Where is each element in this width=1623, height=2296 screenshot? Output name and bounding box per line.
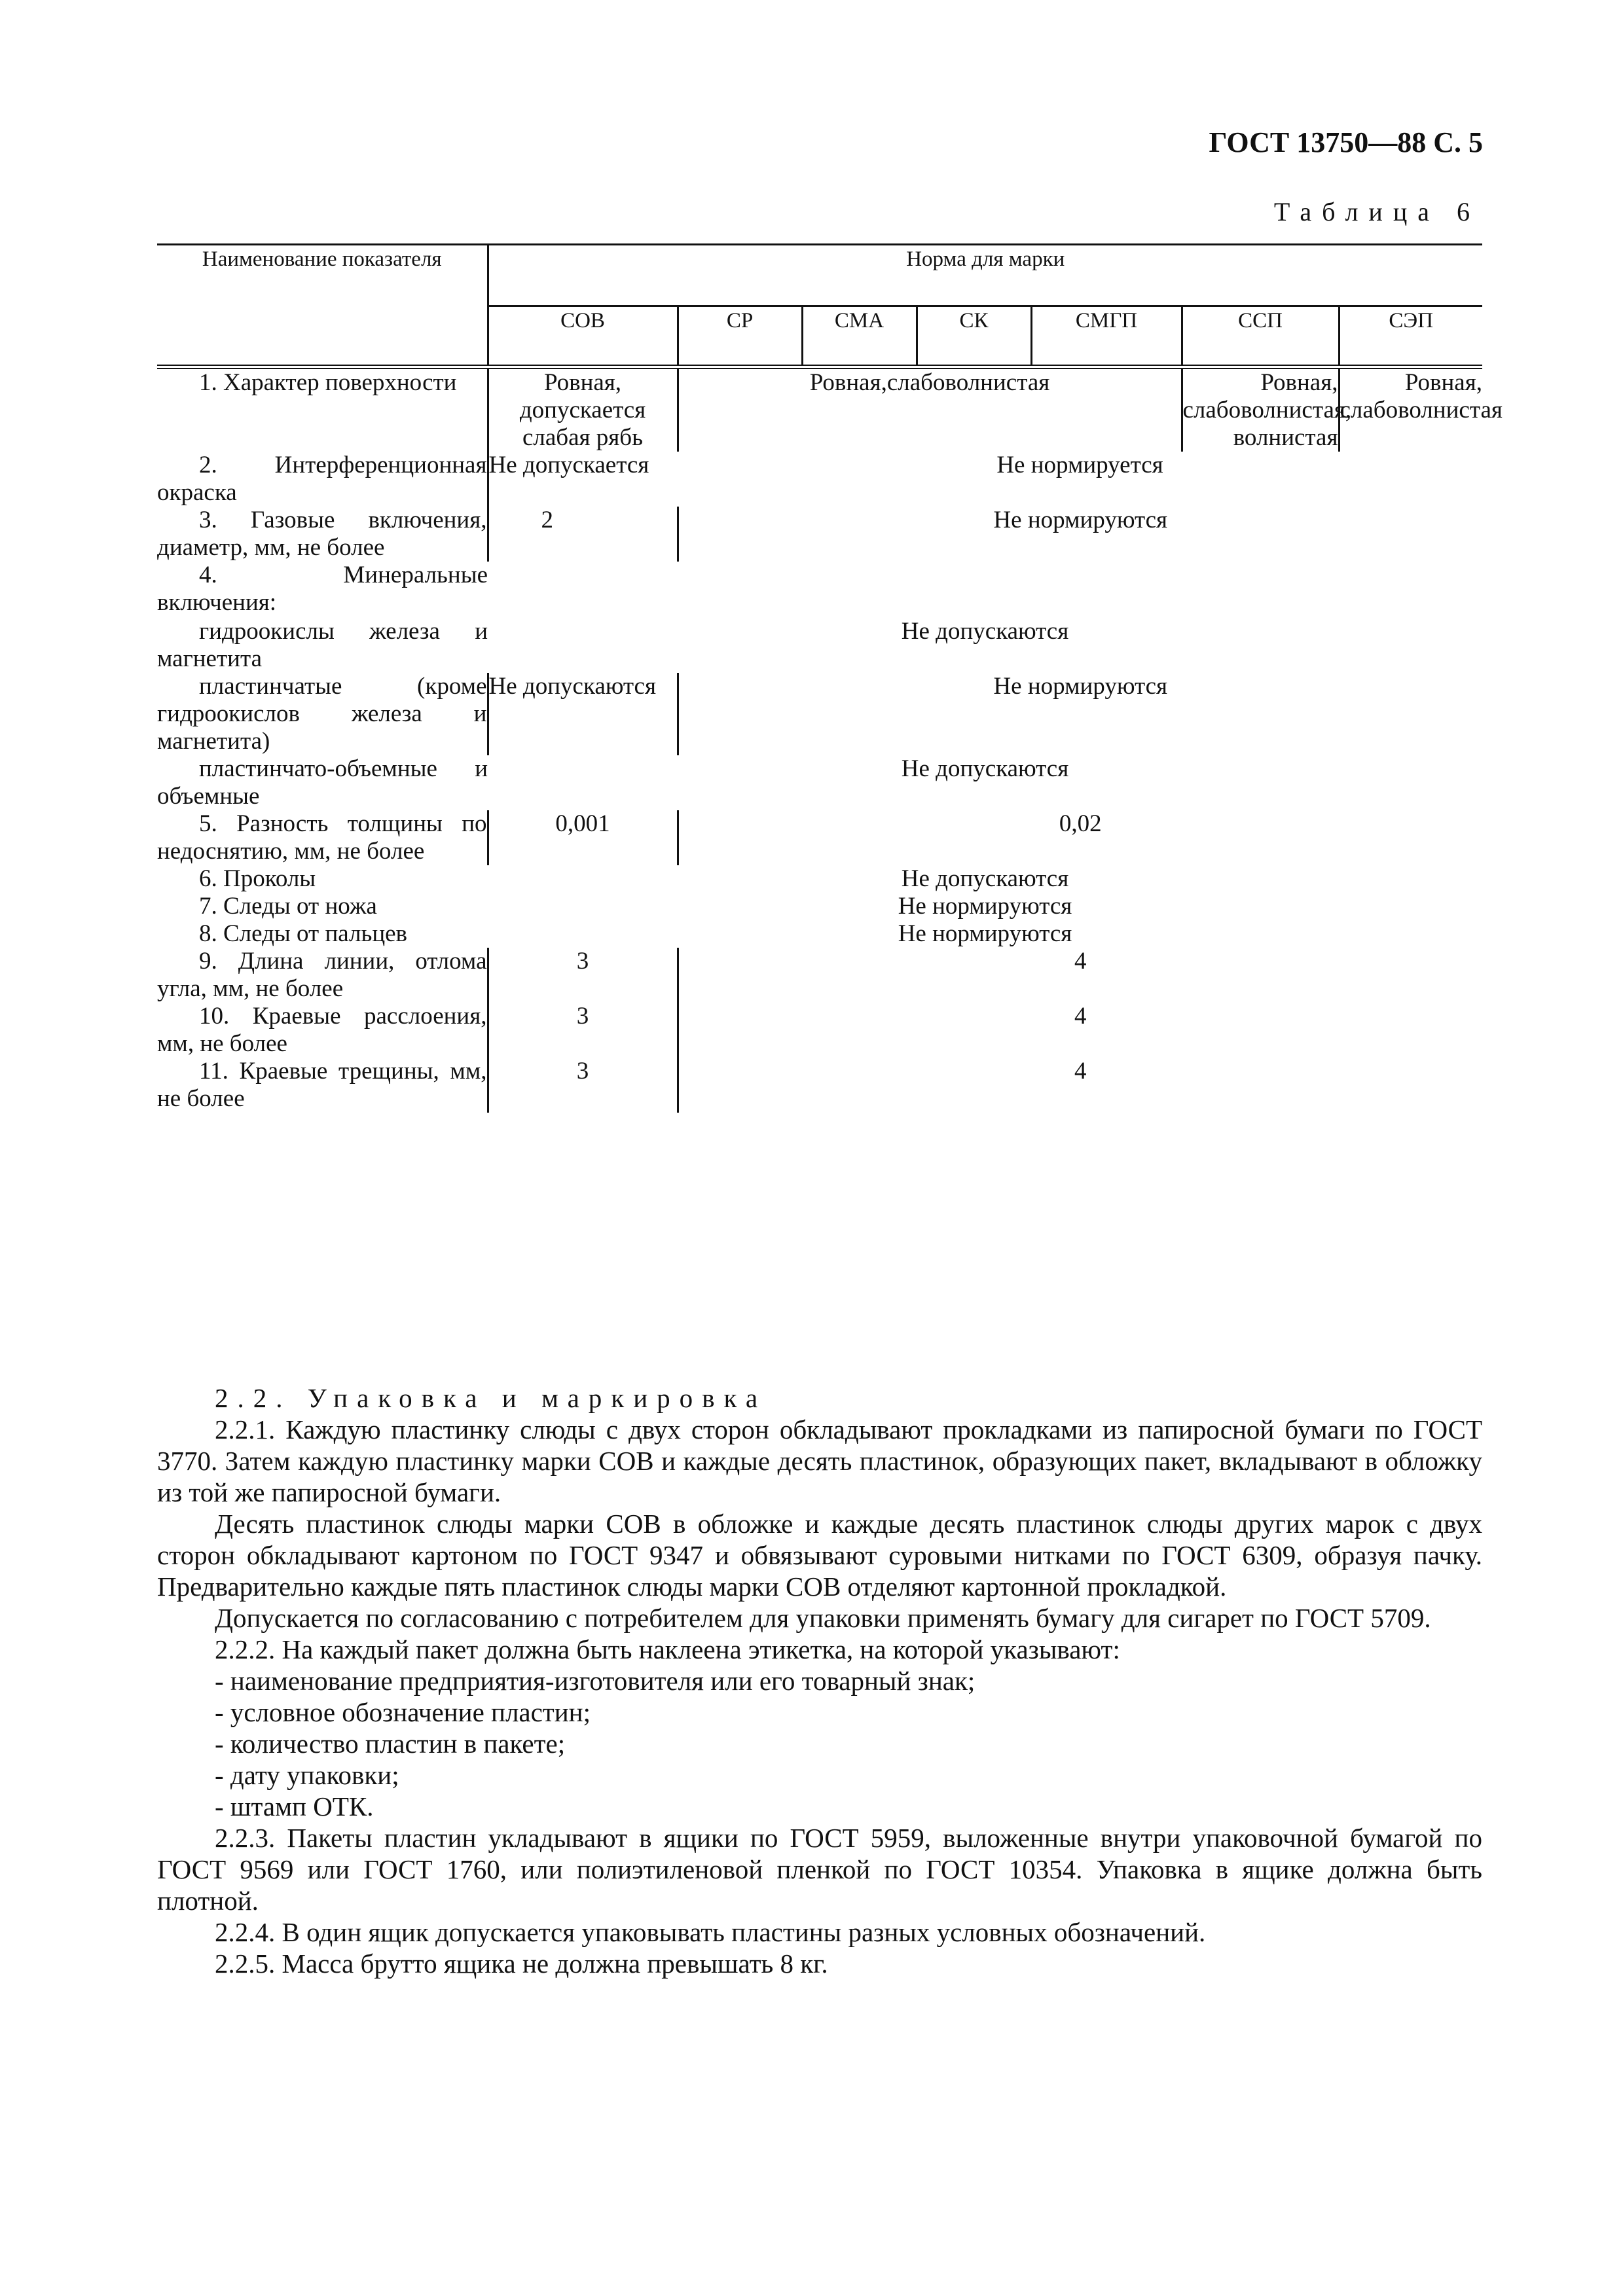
- table-row: [157, 1058, 1482, 1113]
- cell-group: Не нормируются: [678, 507, 1482, 562]
- section-packaging: [157, 1382, 1482, 1979]
- paragraph: 2.2.3. Пакеты пластин укладывают в ящики по ГОСТ 5959, выложенные внутри упаковочной бумагой по ГОСТ 9569 или ГОСТ 1760, или полиэтиленовой пленкой по ГОСТ 10354. Упаковка в ящике должна быть плотной.: [157, 1823, 1482, 1916]
- row-label: пластинчатые (кроме гидроокислов железа и магнетита): [157, 673, 487, 755]
- table-row: [157, 893, 1482, 920]
- row-label: 2. Интерференционная окраска: [157, 452, 487, 506]
- cell-sov: Ровная, допускается слабая рябь: [488, 367, 678, 452]
- section-heading: 2.2. Упаковка и маркировка: [215, 1383, 767, 1413]
- cell-all: Не допускаются: [901, 755, 1069, 782]
- row-label: 7. Следы от ножа: [199, 893, 377, 920]
- table-label: Таблица 6: [1273, 197, 1480, 226]
- row-label: пластинчато-объемные и объемные: [157, 755, 488, 810]
- paragraph: 2.2.1. Каждую пластинку слюды с двух сторон обкладывают прокладками из папиросной бумаги по ГОСТ 3770. Затем каждую пластинку марки СОВ и каждые десять пластинок, образующих пакет, вкладывают в обложку из той же папиросной бумаги.: [157, 1414, 1482, 1507]
- cell-sov: 3: [488, 1003, 678, 1058]
- row-label: 1. Характер поверхности: [199, 369, 457, 396]
- paragraph: 2.2.5. Масса брутто ящика не должна превышать 8 кг.: [215, 1948, 828, 1979]
- grade-header: СЭП: [1339, 306, 1482, 367]
- row-label: 4. Минеральные включения:: [157, 562, 488, 616]
- table-row: [157, 562, 1482, 617]
- table-row: [157, 452, 1482, 507]
- list-item: - количество пластин в пакете;: [215, 1729, 566, 1759]
- paragraph: Десять пластинок слюды марки СОВ в обложке и каждые десять пластинок слюды других марок с двух сторон обкладывают картоном по ГОСТ 9347 и обвязывают суровыми нитками по ГОСТ 6309, образуя пачку. Предварительно каждые пять пластинок слюды марки СОВ отделяют картонной прокладкой.: [157, 1509, 1482, 1602]
- grade-header: СМА: [802, 306, 917, 367]
- cell-group: Не нормируется: [996, 452, 1163, 478]
- table-row: [157, 865, 1482, 893]
- cell-all: Не допускаются: [901, 618, 1069, 645]
- row-label: 5. Разность толщины по недоснятию, мм, не более: [157, 810, 487, 865]
- document-reference: ГОСТ 13750—88 С. 5: [1209, 126, 1483, 158]
- table-row: [157, 673, 1482, 755]
- row-label: 6. Проколы: [199, 865, 316, 892]
- grade-header: СОВ: [488, 306, 678, 367]
- cell-group: 4: [678, 1058, 1482, 1113]
- cell-ssp: Ровная, слабоволнистая, волнистая: [1182, 367, 1339, 452]
- cell-sov: 3: [488, 948, 678, 1003]
- table-row: [157, 810, 1482, 865]
- column-header-norm: Норма для марки: [488, 245, 1482, 306]
- table-row: [157, 617, 1482, 673]
- cell-sov: 2: [488, 507, 678, 562]
- row-label: 10. Краевые расслоения, мм, не более: [157, 1003, 487, 1057]
- cell-all: Не нормируются: [898, 920, 1072, 947]
- paragraph: Допускается по согласованию с потребителем для упаковки применять бумагу для сигарет по ГОСТ 5709.: [215, 1603, 1431, 1633]
- cell-all: Не допускаются: [901, 865, 1069, 892]
- row-label: 9. Длина линии, отлома угла, мм, не более: [157, 948, 487, 1002]
- row-label: 11. Краевые трещины, мм, не более: [157, 1058, 487, 1112]
- cell-group: Ровная,слабоволнистая: [678, 367, 1182, 452]
- grade-header: СМГП: [1031, 306, 1182, 367]
- cell-group: Не нормируются: [678, 673, 1482, 755]
- paragraph: 2.2.4. В один ящик допускается упаковывать пластины разных условных обозначений.: [215, 1917, 1206, 1947]
- row-label: гидроокислы железа и магнетита: [157, 618, 488, 672]
- row-label: 8. Следы от пальцев: [199, 920, 408, 947]
- table-row: [157, 948, 1482, 1003]
- cell-sov: Не допускаются: [488, 673, 678, 755]
- list-item: - условное обозначение пластин;: [215, 1697, 591, 1727]
- cell-sov: 0,001: [488, 810, 678, 865]
- row-label: 3. Газовые включения, диаметр, мм, не более: [157, 507, 487, 561]
- paragraph: 2.2.2. На каждый пакет должна быть наклеена этикетка, на которой указывают:: [215, 1634, 1120, 1664]
- list-item: - наименование предприятия-изготовителя или его товарный знак;: [215, 1666, 976, 1696]
- table-row: [157, 507, 1482, 562]
- table-row: [157, 920, 1482, 948]
- cell-all: Не нормируются: [898, 893, 1072, 920]
- grade-header: СР: [678, 306, 802, 367]
- column-header-name: Наименование показателя: [157, 245, 488, 367]
- grade-header: ССП: [1182, 306, 1339, 367]
- cell-sep: Ровная, слабоволнистая: [1339, 367, 1482, 452]
- list-item: - дату упаковки;: [215, 1760, 399, 1790]
- cell-sov: 3: [488, 1058, 678, 1113]
- list-item: - штамп ОТК.: [215, 1791, 374, 1821]
- table-row: [157, 1003, 1482, 1058]
- cell-group: 4: [678, 1003, 1482, 1058]
- cell-group: 4: [678, 948, 1482, 1003]
- table-row: [157, 755, 1482, 810]
- table-row: [157, 367, 1482, 452]
- norms-table: [157, 243, 1503, 1113]
- cell-sov: Не допускается: [488, 452, 678, 507]
- grade-header: СК: [917, 306, 1031, 367]
- cell-group: 0,02: [678, 810, 1482, 865]
